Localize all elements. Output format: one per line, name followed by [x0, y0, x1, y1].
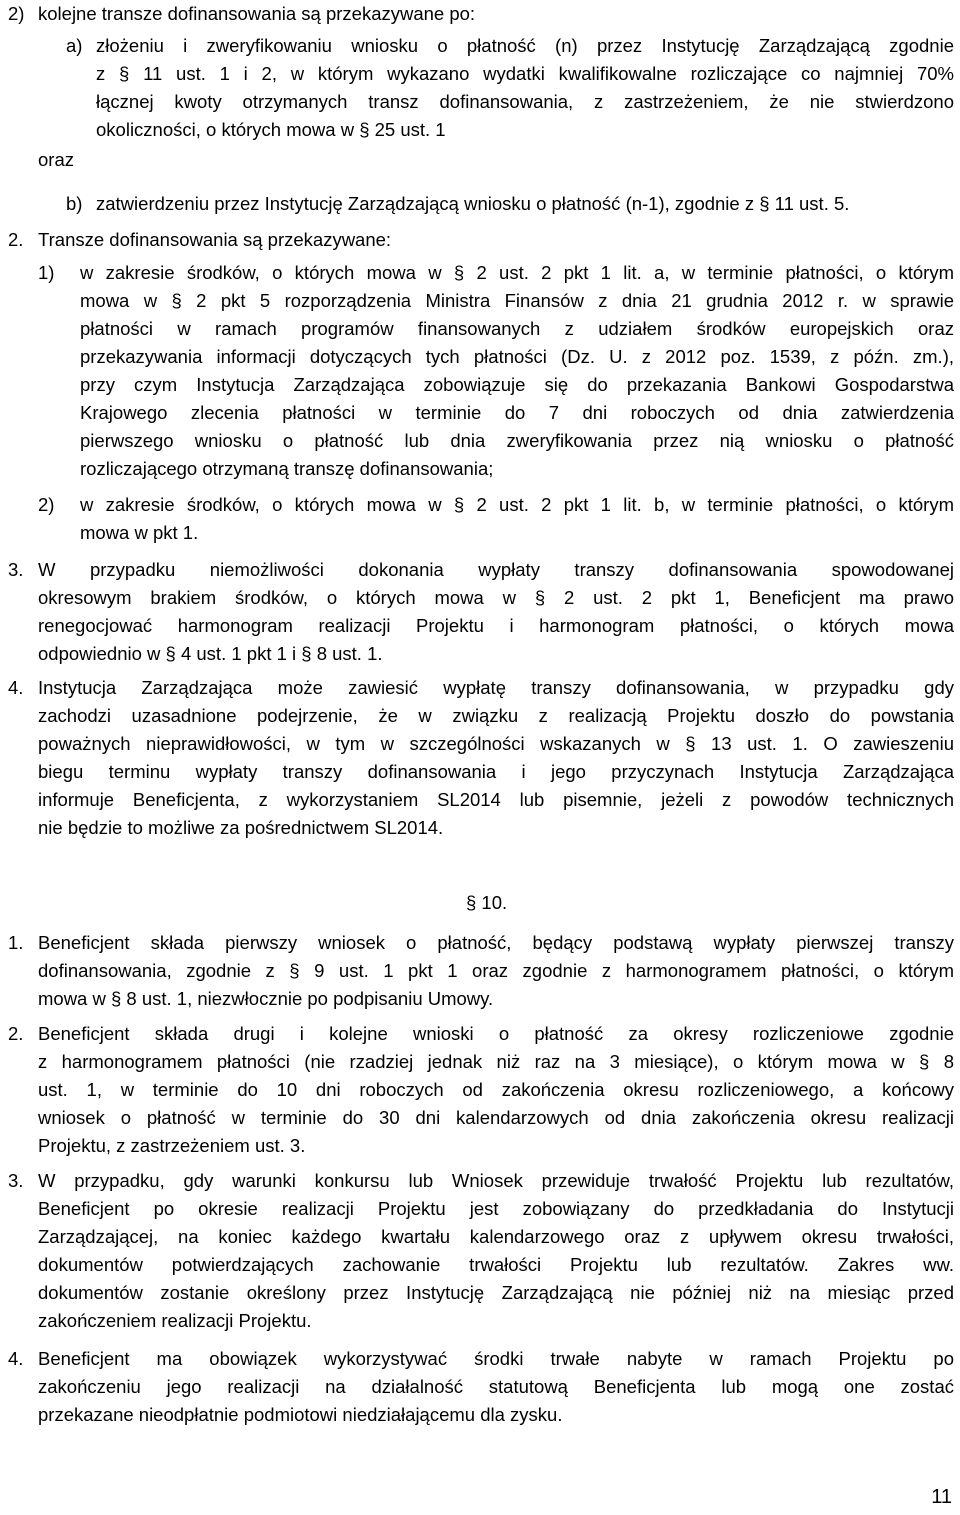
page-number: 11	[931, 1486, 952, 1508]
paragraph-line: dofinansowania, zgodnie z § 9 ust. 1 pkt 1 oraz zgodnie z harmonogramem płatności, o którym	[38, 960, 954, 981]
paragraph-line: wniosek o płatność w terminie do 30 dni kalendarzowych od dnia zakończenia okresu realizacji	[38, 1107, 954, 1128]
paragraph-line: przekazane nieodpłatnie podmiotowi niedziałającemu dla zysku.	[38, 1404, 563, 1425]
section-number: § 10.	[466, 892, 508, 913]
paragraph-line: mowa w § 8 ust. 1, niezwłocznie po podpisaniu Umowy.	[38, 988, 494, 1009]
paragraph-line: złożeniu i zweryfikowaniu wniosku o płatność (n) przez Instytucję Zarządzającą zgodnie	[96, 35, 954, 56]
paragraph-line: nie będzie to możliwe za pośrednictwem SL2014.	[38, 817, 444, 838]
list-item	[0, 259, 954, 483]
conjunction	[0, 146, 954, 174]
list-number: 2)	[8, 3, 25, 24]
paragraph-line: mowa w § 2 pkt 5 rozporządzenia Ministra Finansów z dnia 21 grudnia 2012 r. w sprawie	[80, 290, 954, 311]
list-number: 3.	[8, 1170, 24, 1191]
paragraph-line: Zarządzającej, na koniec każdego kwartału kalendarzowego oraz z upływem okresu trwałości,	[38, 1226, 954, 1247]
paragraph-line: w zakresie środków, o których mowa w § 2 ust. 2 pkt 1 lit. b, w terminie płatności, o którym	[80, 494, 954, 515]
list-number: 4.	[8, 677, 24, 698]
paragraph-line: zachodzi uzasadnione podejrzenie, że w związku z realizacją Projektu doszło do powstania	[38, 705, 954, 726]
list-number: 2)	[38, 494, 55, 515]
paragraph-line: Transze dofinansowania są przekazywane:	[38, 229, 392, 250]
paragraph-line: z § 11 ust. 1 i 2, w którym wykazano wydatki kwalifikowalne rozliczające co najmniej 70%	[96, 63, 954, 84]
list-item	[0, 32, 954, 144]
paragraph-line: przy czym Instytucja Zarządzająca zobowiązuje się do przekazania Bankowi Gospodarstwa	[80, 374, 954, 395]
list-item	[0, 491, 954, 547]
paragraph-line: zakończeniem realizacji Projektu.	[38, 1310, 312, 1331]
paragraph-line: odpowiednio w § 4 ust. 1 pkt 1 i § 8 ust. 1.	[38, 643, 383, 664]
list-letter: a)	[66, 35, 83, 56]
paragraph-line: Instytucja Zarządzająca może zawiesić wypłatę transzy dofinansowania, w przypadku gdy	[38, 677, 954, 698]
paragraph-line: W przypadku, gdy warunki konkursu lub Wniosek przewiduje trwałość Projektu lub rezultatów,	[38, 1170, 954, 1191]
list-number: 1.	[8, 932, 24, 953]
list-item	[0, 556, 954, 668]
paragraph-line: w zakresie środków, o których mowa w § 2 ust. 2 pkt 1 lit. a, w terminie płatności, o którym	[80, 262, 954, 283]
paragraph-line: Beneficjent składa drugi i kolejne wnioski o płatność za okresy rozliczeniowe zgodnie	[38, 1023, 954, 1044]
paragraph-line: biegu terminu wypłaty transzy dofinansowania i jego przyczynach Instytucja Zarządzająca	[38, 761, 954, 782]
list-item	[0, 190, 954, 218]
oraz-text: oraz	[38, 149, 74, 170]
paragraph-line: płatności w ramach programów finansowanych z udziałem środków europejskich oraz	[80, 318, 954, 339]
paragraph-line: poważnych nieprawidłowości, w tym w szczególności wskazanych w § 13 ust. 1. O zawieszeniu	[38, 733, 954, 754]
paragraph-line: łącznej kwoty otrzymanych transz dofinansowania, z zastrzeżeniem, że nie stwierdzono	[96, 91, 954, 112]
paragraph-line: Beneficjent ma obowiązek wykorzystywać środki trwałe nabyte w ramach Projektu po	[38, 1348, 954, 1369]
paragraph-line: rozliczającego otrzymaną transzę dofinansowania;	[80, 458, 494, 479]
paragraph-line: informuje Beneficjenta, z wykorzystaniem SL2014 lub pisemnie, jeżeli z powodów technicznych	[38, 789, 954, 810]
list-item	[0, 1167, 954, 1335]
paragraph-line: Beneficjent składa pierwszy wniosek o płatność, będący podstawą wypłaty pierwszej transzy	[38, 932, 954, 953]
paragraph-line: zatwierdzeniu przez Instytucję Zarządzającą wniosku o płatność (n-1), zgodnie z § 11 ust. 5.	[96, 193, 850, 214]
list-item	[0, 1345, 954, 1429]
list-letter: b)	[66, 193, 83, 214]
list-number: 4.	[8, 1348, 24, 1369]
paragraph-line: mowa w pkt 1.	[80, 522, 199, 543]
paragraph-line: z harmonogramem płatności (nie rzadziej jednak niż raz na 3 miesiące), o którym mowa w § 8	[38, 1051, 954, 1072]
paragraph-line: okoliczności, o których mowa w § 25 ust. 1	[96, 119, 446, 140]
paragraph-line: kolejne transze dofinansowania są przekazywane po:	[38, 3, 476, 24]
paragraph-line: renegocjować harmonogram realizacji Projektu i harmonogram płatności, o których mowa	[38, 615, 954, 636]
paragraph-line: Projektu, z zastrzeżeniem ust. 3.	[38, 1135, 306, 1156]
paragraph-line: ust. 1, w terminie do 10 dni roboczych od zakończenia okresu rozliczeniowego, a końcowy	[38, 1079, 954, 1100]
paragraph-line: dokumentów zostanie określony przez Instytucję Zarządzającą nie później niż na miesiąc przed	[38, 1282, 954, 1303]
paragraph-line: Krajowego zlecenia płatności w terminie do 7 dni roboczych od dnia zatwierdzenia	[80, 402, 954, 423]
paragraph-line: okresowym brakiem środków, o których mowa w § 2 ust. 2 pkt 1, Beneficjent ma prawo	[38, 587, 954, 608]
paragraph-line: W przypadku niemożliwości dokonania wypłaty transzy dofinansowania spowodowanej	[38, 559, 954, 580]
paragraph-line: dokumentów potwierdzających zachowanie trwałości Projektu lub rezultatów. Zakres ww.	[38, 1254, 954, 1275]
list-number: 1)	[38, 262, 55, 283]
paragraph-line: przekazywania informacji dotyczących tych płatności (Dz. U. z 2012 poz. 1539, z późn. zm.),	[80, 346, 954, 367]
list-item	[0, 0, 954, 28]
list-number: 3.	[8, 559, 24, 580]
section-heading	[0, 889, 954, 917]
list-number: 2.	[8, 229, 24, 250]
list-item	[0, 226, 954, 254]
list-item	[0, 929, 954, 1013]
paragraph-line: pierwszego wniosku o płatność lub dnia zweryfikowania przez nią wniosku o płatność	[80, 430, 954, 451]
paragraph-line: zakończeniu jego realizacji na działalność statutową Beneficjenta lub mogą one zostać	[38, 1376, 954, 1397]
list-item	[0, 674, 954, 842]
list-number: 2.	[8, 1023, 24, 1044]
list-item	[0, 1020, 954, 1160]
paragraph-line: Beneficjent po okresie realizacji Projektu jest zobowiązany do przedkładania do Instytucji	[38, 1198, 954, 1219]
